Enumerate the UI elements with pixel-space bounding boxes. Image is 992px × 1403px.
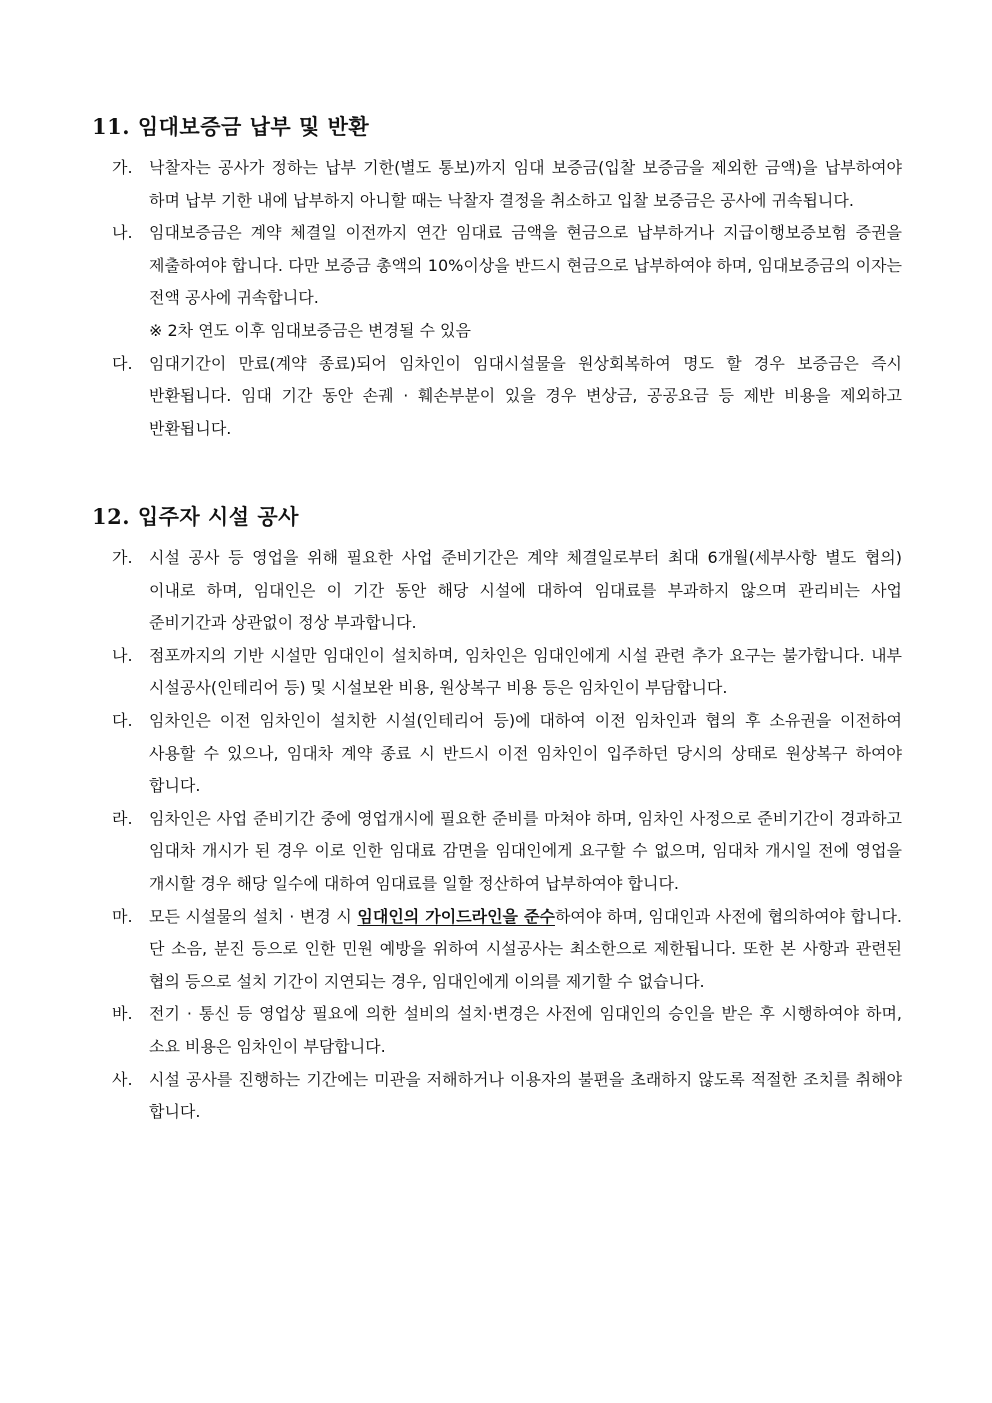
item-text: 시설 공사를 진행하는 기간에는 미관을 저해하거나 이용자의 불편을 초래하지 않도록 적절한 조치를 취해야 합니다. xyxy=(149,1069,902,1122)
item-text: 시설 공사 등 영업을 위해 필요한 사업 준비기간은 계약 체결일로부터 최대 6개월(세부사항 별도 협의) 이내로 하며, 임대인은 이 기간 동안 해당 시설에 대하여 임대료를 부과하지 않으며 관리비는 사업 준비기간과 상관없이 정상 부과합니다. xyxy=(149,548,902,633)
guideline-emphasis: 임대인의 가이드라인을 준수 xyxy=(357,906,555,926)
section-12-item-ba xyxy=(92,998,902,1063)
item-text: 임차인은 사업 준비기간 중에 영업개시에 필요한 준비를 마쳐야 하며, 임차인 사정으로 준비기간이 경과하고 임대차 개시가 된 경우 이로 인한 임대료 감면을 임대인에게 요구할 수 없으며, 임대차 개시일 전에 영업을 개시할 경우 해당 일수에 대하여 임대료를 일할 정산하여 납부하여야 합니다. xyxy=(149,808,902,893)
section-11 xyxy=(92,112,902,445)
section-11-item-da xyxy=(92,348,902,446)
section-12-title: 12. 입주자 시설 공사 xyxy=(92,504,299,529)
item-text: 임차인은 이전 임차인이 설치한 시설(인테리어 등)에 대하여 이전 임차인과 협의 후 소유권을 이전하여 사용할 수 있으나, 임대차 계약 종료 시 반드시 이전 임차인이 입주하던 당시의 상태로 원상복구 하여야 합니다. xyxy=(149,710,902,796)
item-marker: 라. xyxy=(112,808,133,828)
item-marker: 가. xyxy=(112,158,133,177)
section-11-title: 11. 임대보증금 납부 및 반환 xyxy=(92,114,370,139)
item-marker: 다. xyxy=(112,710,133,730)
section-11-item-ga xyxy=(92,152,902,217)
item-marker: 가. xyxy=(112,548,133,567)
item-text: 임대기간이 만료(계약 종료)되어 임차인이 임대시설물을 원상회복하여 명도 할 경우 보증금은 즉시 반환됩니다. 임대 기간 동안 손궤 · 훼손부분이 있을 경우 변상금, 공공요금 등 제반 비용을 제외하고 반환됩니다. xyxy=(149,353,902,438)
section-12-item-na xyxy=(92,640,902,705)
item-text-before: 모든 시설물의 설치 · 변경 시 xyxy=(149,906,358,926)
item-text: 점포까지의 기반 시설만 임대인이 설치하며, 임차인은 임대인에게 시설 관련 추가 요구는 불가합니다. 내부 시설공사(인테리어 등) 및 시설보완 비용, 원상복구 비용 등은 임차인이 부담합니다. xyxy=(149,645,902,698)
item-text: 전기 · 통신 등 영업상 필요에 의한 설비의 설치·변경은 사전에 임대인의 승인을 받은 후 시행하여야 하며, 소요 비용은 임차인이 부담합니다. xyxy=(149,1004,902,1056)
section-12-item-ga xyxy=(92,542,902,640)
item-marker: 다. xyxy=(112,353,133,373)
item-marker: 나. xyxy=(112,223,133,243)
section-11-note: ※ 2차 연도 이후 임대보증금은 변경될 수 있음 xyxy=(149,320,471,340)
section-12-item-sa xyxy=(92,1064,902,1129)
item-text xyxy=(149,907,902,991)
item-marker: 마. xyxy=(112,906,133,926)
section-12 xyxy=(92,502,902,1129)
section-11-item-na xyxy=(92,217,902,315)
section-12-item-da xyxy=(92,705,902,803)
item-marker: 나. xyxy=(112,645,133,665)
item-text-after: 하여야 하며, 임대인과 사전에 협의하여야 합니다. 단 소음, 분진 등으로 인한 민원 예방을 위하여 시설공사는 최소한으로 제한됩니다. 또한 본 사항과 관련된 협의 등으로 설치 기간이 지연되는 경우, 임대인에게 이의를 제기할 수 없습니다. xyxy=(149,906,902,991)
section-12-item-ra xyxy=(92,803,902,901)
item-text: 낙찰자는 공사가 정하는 납부 기한(별도 통보)까지 임대 보증금(입찰 보증금을 제외한 금액)을 납부하여야 하며 납부 기한 내에 납부하지 아니할 때는 낙찰자 결정을 취소하고 입찰 보증금은 공사에 귀속됩니다. xyxy=(149,158,902,210)
item-marker: 바. xyxy=(112,1004,133,1024)
item-marker: 사. xyxy=(112,1069,133,1089)
item-text: 임대보증금은 계약 체결일 이전까지 연간 임대료 금액을 현금으로 납부하거나 지급이행보증보험 증권을 제출하여야 합니다. 다만 보증금 총액의 10%이상을 반드시 현금으로 납부하여야 하며, 임대보증금의 이자는 전액 공사에 귀속합니다. xyxy=(149,223,902,308)
section-12-item-ma xyxy=(92,901,902,999)
